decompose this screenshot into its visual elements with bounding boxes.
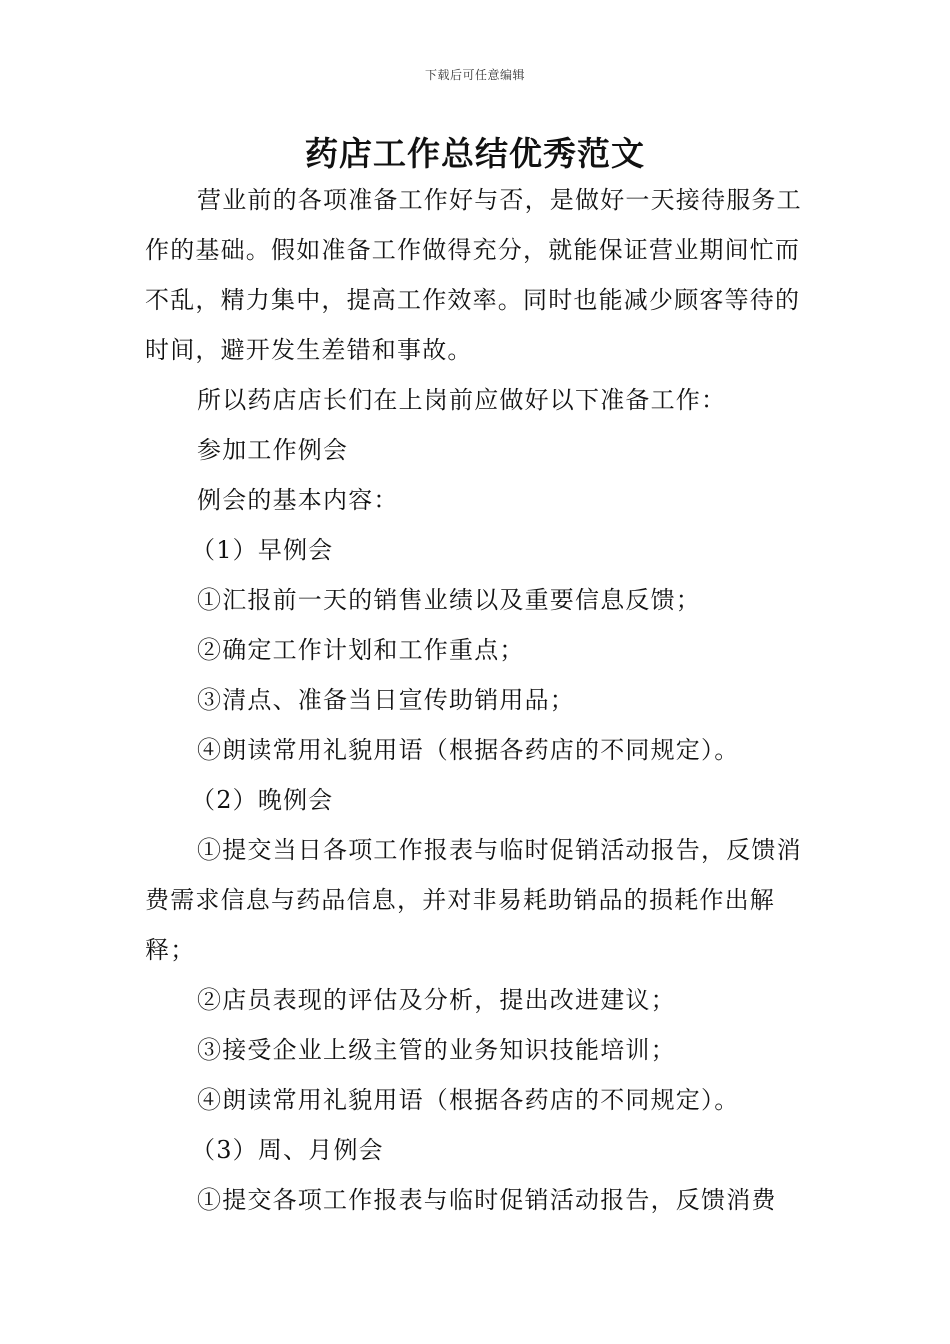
list-item: ①汇报前一天的销售业绩以及重要信息反馈； xyxy=(197,586,701,614)
list-item: ①提交当日各项工作报表与临时促销活动报告，反馈消费需求信息与药品信息，并对非易耗助销品的损耗作出解释； xyxy=(145,836,802,964)
list-item: ④朗读常用礼貌用语（根据各药店的不同规定）。 xyxy=(197,1086,740,1114)
list-item: ③接受企业上级主管的业务知识技能培训； xyxy=(197,1036,676,1064)
paragraph-meeting-heading: 参加工作例会 xyxy=(197,436,349,464)
document-title: 药店工作总结优秀范文 xyxy=(305,134,645,173)
paragraph-meeting-content: 例会的基本内容： xyxy=(197,486,399,514)
list-item: ②店员表现的评估及分析，提出改进建议； xyxy=(197,986,676,1014)
document-body xyxy=(145,175,807,1225)
list-item: ③清点、准备当日宣传助销用品； xyxy=(197,686,575,714)
section-morning-meeting: （1）早例会 xyxy=(191,536,334,564)
header-note: 下载后可任意编辑 xyxy=(424,68,525,82)
section-weekly-monthly-meeting: （3）周、月例会 xyxy=(191,1136,384,1164)
list-item: ④朗读常用礼貌用语（根据各药店的不同规定）。 xyxy=(197,736,740,764)
section-evening-meeting: （2）晚例会 xyxy=(191,786,334,814)
paragraph-intro: 营业前的各项准备工作好与否，是做好一天接待服务工作的基础。假如准备工作做得充分，就能保证营业期间忙而不乱，精力集中，提高工作效率。同时也能减少顾客等待的时间，避开发生差错和事故。 xyxy=(145,186,802,364)
list-item: ②确定工作计划和工作重点； xyxy=(197,636,525,664)
paragraph-preparation: 所以药店店长们在上岗前应做好以下准备工作： xyxy=(197,386,727,414)
list-item: ①提交各项工作报表与临时促销活动报告，反馈消费 xyxy=(197,1186,777,1214)
